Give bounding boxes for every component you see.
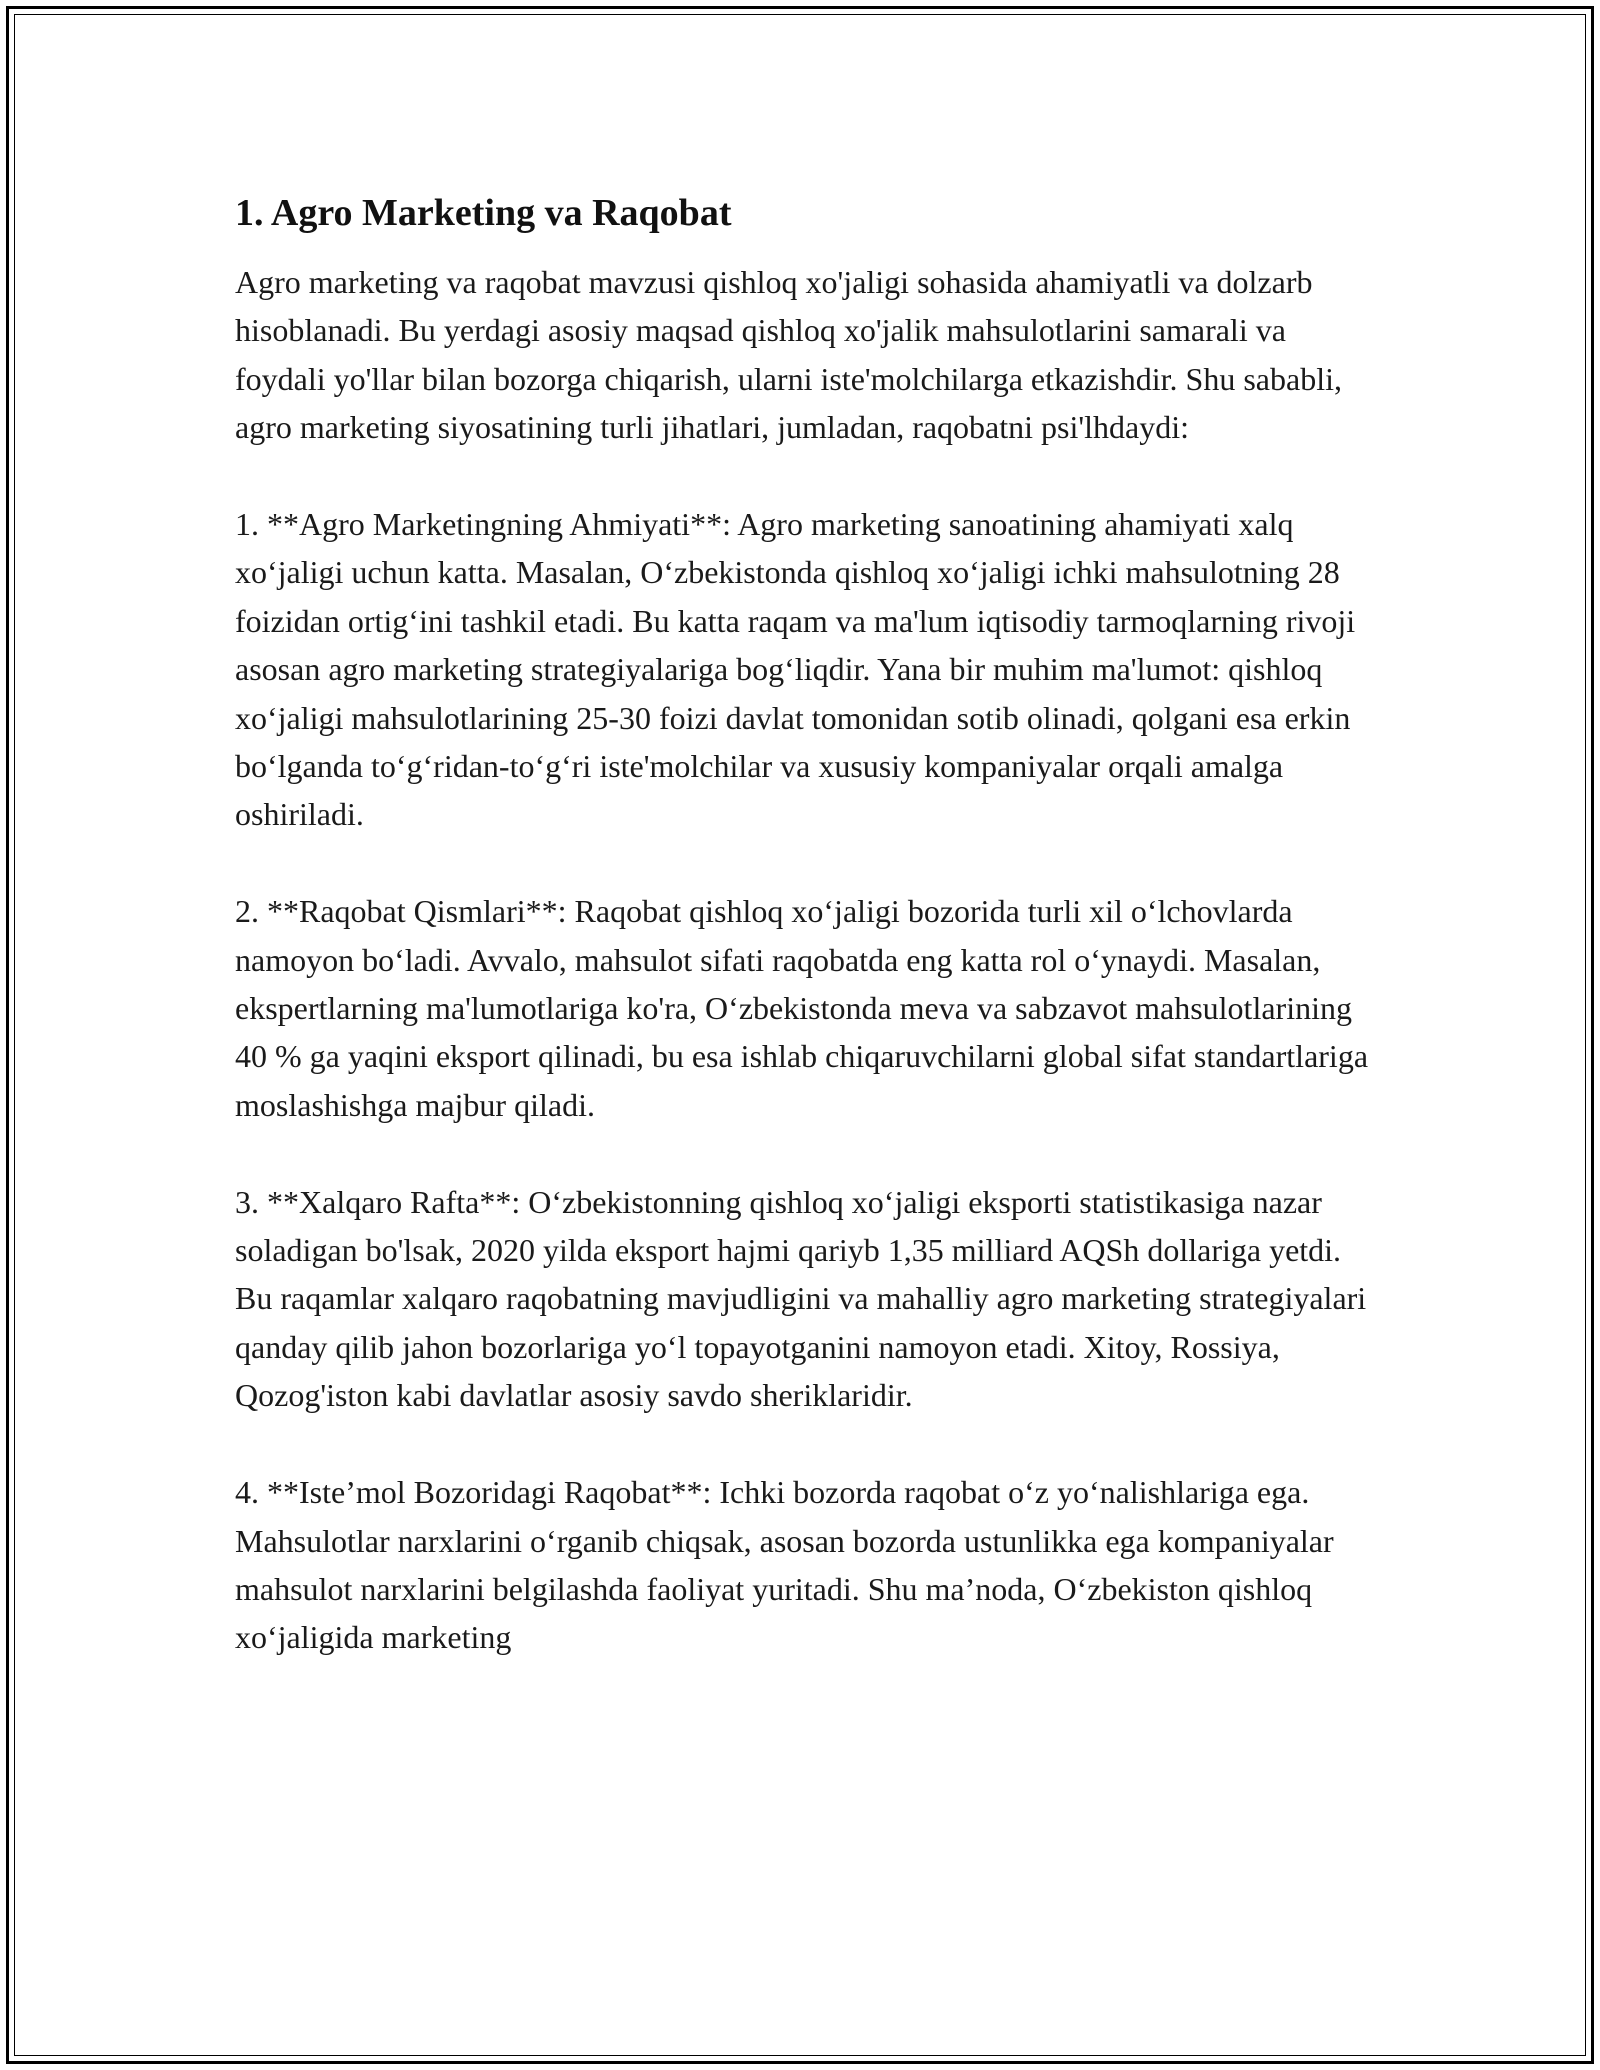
paragraph-section-2: 2. **Raqobat Qismlari**: Raqobat qishloq xo‘jaligi bozorida turli xil o‘lchovlarda namoyon bo‘ladi. Avvalo, mahsulot sifati raqobatda eng katta rol o‘ynaydi. Masalan, ekspertlarning ma'lumotlariga ko'ra, O‘zbekistonda meva va sabzavot mahsulotlarining 40 % ga yaqini eksport qilinadi, bu esa ishlab chiqaruvchilarni global sifat standartlariga moslashishga majbur qiladi. (235, 893, 1369, 1123)
paragraph-section-4: 4. **Iste’mol Bozoridagi Raqobat**: Ichki bozorda raqobat o‘z yo‘nalishlariga ega. Mahsulotlar narxlarini o‘rganib chiqsak, asosan bozorda ustunlikka ega kompaniyalar mahsulot narxlarini belgilashda faoliyat yuritadi. Shu ma’noda, O‘zbekiston qishloq xo‘jaligida marketing (235, 1474, 1334, 1656)
paragraph-intro: Agro marketing va raqobat mavzusi qishloq xo'jaligi sohasida ahamiyatli va dolzarb hisoblanadi. Bu yerdagi asosiy maqsad qishloq xo'jalik mahsulotlarini samarali va foydali yo'llar bilan bozorga chiqarish, ularni iste'molchilarga etkazishdir. Shu sababli, agro marketing siyosatining turli jihatlari, jumladan, raqobatni psi'lhdaydi: (235, 264, 1342, 446)
paragraph-section-1: 1. **Agro Marketingning Ahmiyati**: Agro marketing sanoatining ahamiyati xalq xo‘jaligi uchun katta. Masalan, O‘zbekistonda qishloq xo‘jaligi ichki mahsulotning 28 foizidan ortig‘ini tashkil etadi. Bu katta raqam va ma'lum iqtisodiy tarmoqlarning rivoji asosan agro marketing strategiyalariga bog‘liqdir. Yana bir muhim ma'lumot: qishloq xo‘jaligi mahsulotlarining 25-30 foizi davlat tomonidan sotib olinadi, qolgani esa erkin bo‘lganda to‘g‘ridan-to‘g‘ri iste'molchilar va xususiy kompaniyalar orqali amalga oshiriladi. (235, 506, 1356, 833)
paragraph-section-3: 3. **Xalqaro Rafta**: O‘zbekistonning qishloq xo‘jaligi eksporti statistikasiga nazar soladigan bo'lsak, 2020 yilda eksport hajmi qariyb 1,35 milliard AQSh dollariga yetdi. Bu raqamlar xalqaro raqobatning mavjudligini va mahalliy agro marketing strategiyalari qanday qilib jahon bozorlariga yo‘l topayotganini namoyon etadi. Xitoy, Rossiya, Qozog'iston kabi davlatlar asosiy savdo sheriklaridir. (235, 1183, 1367, 1414)
document-body (235, 188, 1375, 1710)
document-title: 1. Agro Marketing va Raqobat (235, 192, 732, 234)
